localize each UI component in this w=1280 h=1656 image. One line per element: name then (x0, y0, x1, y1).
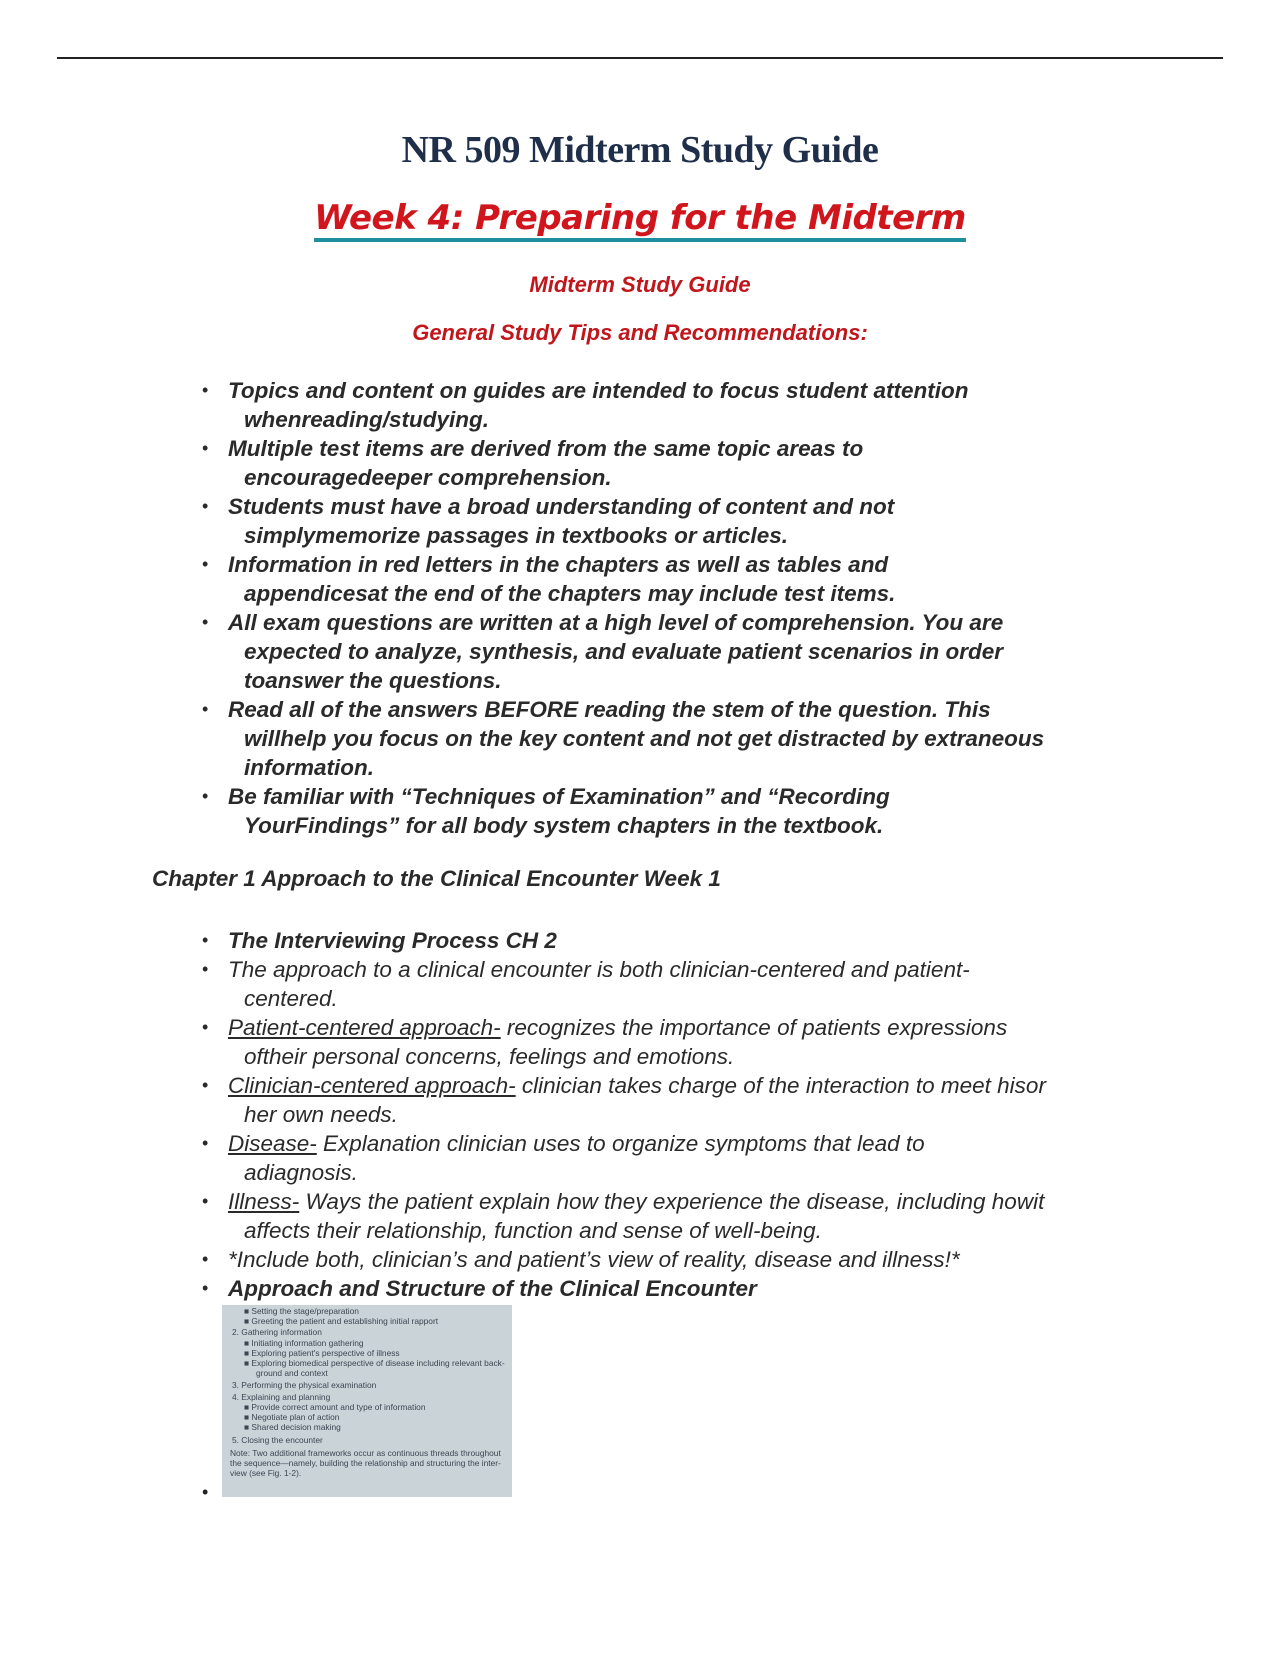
photo-line: ■ Exploring biomedical perspective of disease including relevant back- (244, 1358, 505, 1368)
bullet-icon: • (202, 786, 209, 806)
photo-line: ■ Exploring patient's perspective of illness (244, 1348, 400, 1358)
list-item: • The Interviewing Process CH 2 (202, 928, 557, 953)
photo-line: ■ Initiating information gathering (244, 1338, 364, 1348)
bullet-icon: • (202, 1133, 209, 1153)
photo-line: 4. Explaining and planning (232, 1392, 331, 1402)
photo-line: ■ Shared decision making (244, 1422, 341, 1432)
photo-line: the sequence—namely, building the relationship and structuring the inter- (230, 1458, 501, 1468)
list-item: • Read all of the answers BEFORE reading the stem of the question. This willhelp you focus on the key content and not get distracted by extraneous information. (202, 697, 1045, 780)
list-item: • Students must have a broad understanding of content and not simplymemorize passages in textbooks or articles. (202, 494, 895, 548)
photo-line: ■ Negotiate plan of action (244, 1412, 340, 1422)
textbook-photo (222, 1305, 512, 1497)
list-item: • Topics and content on guides are intended to focus student attention whenreading/studying. (202, 378, 969, 432)
list-item: • Illness- Ways the patient explain how they experience the disease, including howit affects their relationship, function and sense of well-being. (202, 1189, 1045, 1243)
list-item: • Multiple test items are derived from the same topic areas to encouragedeeper comprehension. (202, 436, 864, 490)
bullet-icon: • (202, 1075, 209, 1095)
list-item: • Disease- Explanation clinician uses to organize symptoms that lead to adiagnosis. (202, 1131, 925, 1185)
bullet-icon: • (202, 612, 209, 632)
chapter-heading: Chapter 1 Approach to the Clinical Encounter Week 1 (152, 866, 721, 891)
term-clinician-centered: Clinician-centered approach- (228, 1073, 516, 1098)
list-item: • Approach and Structure of the Clinical Encounter (202, 1276, 757, 1301)
tips-list (198, 376, 1138, 840)
term-illness: Illness- (228, 1189, 300, 1214)
photo-line: ■ Setting the stage/preparation (244, 1306, 359, 1316)
list-item: • Patient-centered approach- recognizes the importance of patients expressions oftheir personal concerns, feelings and emotions. (202, 1015, 1008, 1069)
bullet-icon: • (202, 1017, 209, 1037)
bullet-icon: • (202, 1249, 209, 1269)
photo-line: Note: Two additional frameworks occur as continuous threads throughout (230, 1448, 501, 1458)
photo-line: 5. Closing the encounter (232, 1435, 323, 1445)
midterm-subheading: Midterm Study Guide (529, 272, 751, 297)
photo-line: 3. Performing the physical examination (232, 1380, 377, 1390)
bullet-icon: • (202, 380, 209, 400)
list-item: • Be familiar with “Techniques of Examination” and “Recording YourFindings” for all body system chapters in the textbook. (202, 784, 890, 838)
list-item: • All exam questions are written at a high level of comprehension. You are expected to analyze, synthesis, and evaluate patient scenarios in order toanswer the questions. (202, 610, 1004, 693)
photo-line: view (see Fig. 1-2). (230, 1468, 302, 1478)
bullet-icon: • (202, 699, 209, 719)
bullet-icon: • (202, 1191, 209, 1211)
week-heading-text: Week 4: Preparing for the Midterm (314, 198, 966, 242)
bullet-icon: • (202, 554, 209, 574)
bullet-icon: • (202, 496, 209, 516)
bullet-icon: • (202, 930, 209, 950)
bullet-icon: • (202, 959, 209, 979)
list-item: • The approach to a clinical encounter is both clinician-centered and patient- centered. (202, 957, 970, 1011)
bullet-icon: • (202, 438, 209, 458)
term-patient-centered: Patient-centered approach- (228, 1015, 501, 1040)
week-heading (0, 198, 1280, 238)
tips-heading: General Study Tips and Recommendations: (412, 320, 868, 345)
document-title: NR 509 Midterm Study Guide (401, 129, 879, 171)
photo-line: ground and context (256, 1368, 328, 1378)
photo-line: ■ Provide correct amount and type of information (244, 1402, 426, 1412)
photo-line: ■ Greeting the patient and establishing initial rapport (244, 1316, 439, 1326)
list-item: • Information in red letters in the chapters as well as tables and appendicesat the end of the chapters may include test items. (202, 552, 896, 606)
chapter-list (198, 926, 1138, 1303)
photo-line: 2. Gathering information (232, 1327, 322, 1337)
term-disease: Disease- (228, 1131, 317, 1156)
bullet-icon: • (202, 1278, 209, 1298)
bullet-icon: • (202, 1482, 209, 1502)
top-rule (57, 57, 1223, 59)
list-item: • Clinician-centered approach- clinician takes charge of the interaction to meet hisor her own needs. (202, 1073, 1046, 1127)
list-item: • *Include both, clinician’s and patient’s view of reality, disease and illness!* (202, 1247, 960, 1272)
